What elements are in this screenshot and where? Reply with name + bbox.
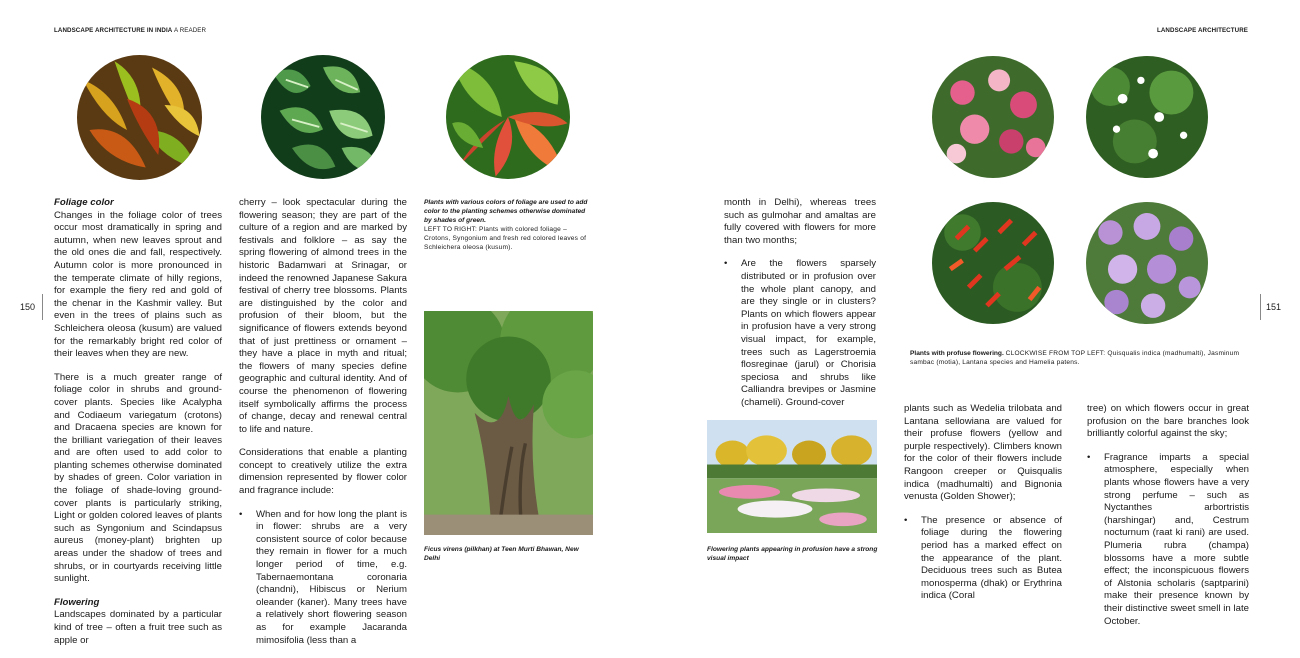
caption-text: Plants with various colors of foliage are used to add color to the planting schemes otherwise dominated by shades of green. <box>424 199 588 224</box>
right-page-number: 151 <box>1266 302 1282 312</box>
left-column-1 <box>54 197 222 658</box>
kusum-red-leaves-photo <box>446 55 570 179</box>
list-item: • Fragrance imparts a special atmosphere, especially when plants whose flowers have a very strong perfume – such as Nyctanthes arbortristis (harshingar) and, Cestrum nocturnum (raat ki rani) are used. Plumeria rubra (champa) blossoms have a more subtle effect; the inconspicuous flowers of Alstonia scholaris (saptparini) make their presence known by their distinctive sweet smell in late October. <box>1087 452 1249 628</box>
body-paragraph: month in Delhi), whereas trees such as gulmohar and amaltas are fully covered with flowers for more than two months; <box>724 197 876 246</box>
jasminum-sambac-photo <box>1086 56 1208 178</box>
right-running-header: LANDSCAPE ARCHITECTURE <box>1156 27 1248 34</box>
right-column-2 <box>904 403 1062 613</box>
considerations-list <box>724 258 876 409</box>
right-column-1 <box>724 197 876 420</box>
header-title: LANDSCAPE ARCHITECTURE IN INDIA <box>54 27 173 34</box>
hamelia-patens-photo <box>932 202 1054 324</box>
right-column-3 <box>1087 403 1249 638</box>
left-page-number: 150 <box>20 302 36 312</box>
ficus-caption: Ficus virens (pilkhan) at Teen Murti Bhawan, New Delhi <box>424 546 579 562</box>
body-paragraph: There is a much greater range of foliage color in shrubs and ground-cover plants. Species like Acalypha and Codiaeum variegatum (crotons) and Dracaena species are known for the brilliant variegation of their leaves and are often used to add color to planting schemes otherwise dominated by shades of green. Color variation in the foliage of shade-loving ground-cover plants is particularly striking, Light or golden colored leaves of plants such as Syngonium and Scindapsus aureus (money-plant) brighten up areas under the shadow of trees and shrubs, or in courtyards receiving little sunlight. <box>54 371 222 585</box>
left-running-header <box>54 27 206 34</box>
ficus-virens-photo <box>424 311 593 535</box>
considerations-list <box>239 509 407 648</box>
considerations-list <box>1087 452 1249 628</box>
header-subtitle: A READER <box>173 27 207 34</box>
list-item: • Are the flowers sparsely distributed or in profusion over the whole plant canopy, and are they single or in clusters? Plants on which flowers appear in profusion have a very strong visual impact, for example, trees such as Lagerstroemia flosreginae (jarul) or Chorisia speciosa and shrubs like Calliandra brevipes or Jasmine (chameli). Ground-cover <box>724 258 876 409</box>
croton-foliage-photo <box>77 55 202 180</box>
list-item: • When and for how long the plant is in flower: shrubs are a very consistent source of color because they remain in flower for a much longer period of time, e.g. Tabernaemontana coronaria (chandni), Hibiscus or Nerium oleander (kaner). Many trees have a relatively short flowering season as for example Jacaranda mimosifolia (less than a <box>239 509 407 648</box>
flowers-caption <box>910 349 1240 367</box>
considerations-list <box>904 515 1062 603</box>
body-paragraph: plants such as Wedelia trilobata and Lantana sellowiana are valued for their profuse flowers (yellow and purple respectively). Climbers known for the color of their flowers include Rangoon creeper or Quisqualis indica (madhumalti) and Bignonia venusta (Golden Shower); <box>904 403 1062 503</box>
flowering-garden-photo <box>707 420 877 533</box>
section-heading-foliage-color: Foliage color <box>54 197 114 208</box>
left-column-2 <box>239 197 407 657</box>
caption-text: Plants with profuse flowering. <box>910 350 1004 357</box>
caption-subtext: LEFT TO RIGHT: Plants with colored foliage – Crotons, Syngonium and fresh red colored leaves of Schleichera oleosa (kusum). <box>424 226 587 251</box>
syngonium-foliage-photo <box>261 55 385 179</box>
body-paragraph: Considerations that enable a planting concept to creatively utilize the extra dimension represented by flower color and fragrance include: <box>239 447 407 497</box>
foliage-caption <box>424 198 594 252</box>
body-paragraph: tree) on which flowers occur in great profusion on the bare branches look brilliantly colorful against the sky; <box>1087 403 1249 440</box>
quisqualis-indica-photo <box>932 56 1054 178</box>
page-number-rule <box>1260 294 1261 320</box>
body-paragraph: Landscapes dominated by a particular kind of tree – often a fruit tree such as apple or <box>54 609 222 646</box>
lantana-photo <box>1086 202 1208 324</box>
body-paragraph: Changes in the foliage color of trees occur most dramatically in spring and autumn, when new leaves sprout and the old ones die and fall, respectively. Autumn color is more pronounced in the temperate climate of hilly regions, for example the fiery red and gold of the chenar in the Kashmir valley. But even in the trees of plains such as Schleichera oleosa (kusum) are valued for the remarkably bright red color of their leaves when they are new. <box>54 209 222 360</box>
garden-caption: Flowering plants appearing in profusion have a strong visual impact <box>707 546 878 562</box>
list-item: • The presence or absence of foliage during the flowering period has a marked effect on the appearance of the plant. Deciduous trees such as Butea monosperma (dhak) or Erythrina indica (Coral <box>904 515 1062 603</box>
caption-subtext: CLOCKWISE FROM TOP LEFT: Quisqualis indica (madhumalti), Jasminum sambac (motia), Lantana species and Hamelia patens. <box>910 350 1240 366</box>
page-number-rule <box>42 294 43 320</box>
body-paragraph: cherry – look spectacular during the flowering season; they are part of the culture of a region and are marked by festivals and folklore – as say the spring flowering of almond trees in the historic Badamwari at Srinagar, or indeed the renowned Japanese Sakura festival of cherry tree blossoms. Plants are distinguished by the color and profusion of their bloom, but the significance of flowers extends beyond that of just prettiness or ornament – they have a place in myth and ritual; the flowers of many species define geographic and cultural identity. And of course the phenomenon of flowering itself symbolically affirms the process of change, decay and renewal central to life and nature. <box>239 197 407 435</box>
section-heading-flowering: Flowering <box>54 596 100 608</box>
